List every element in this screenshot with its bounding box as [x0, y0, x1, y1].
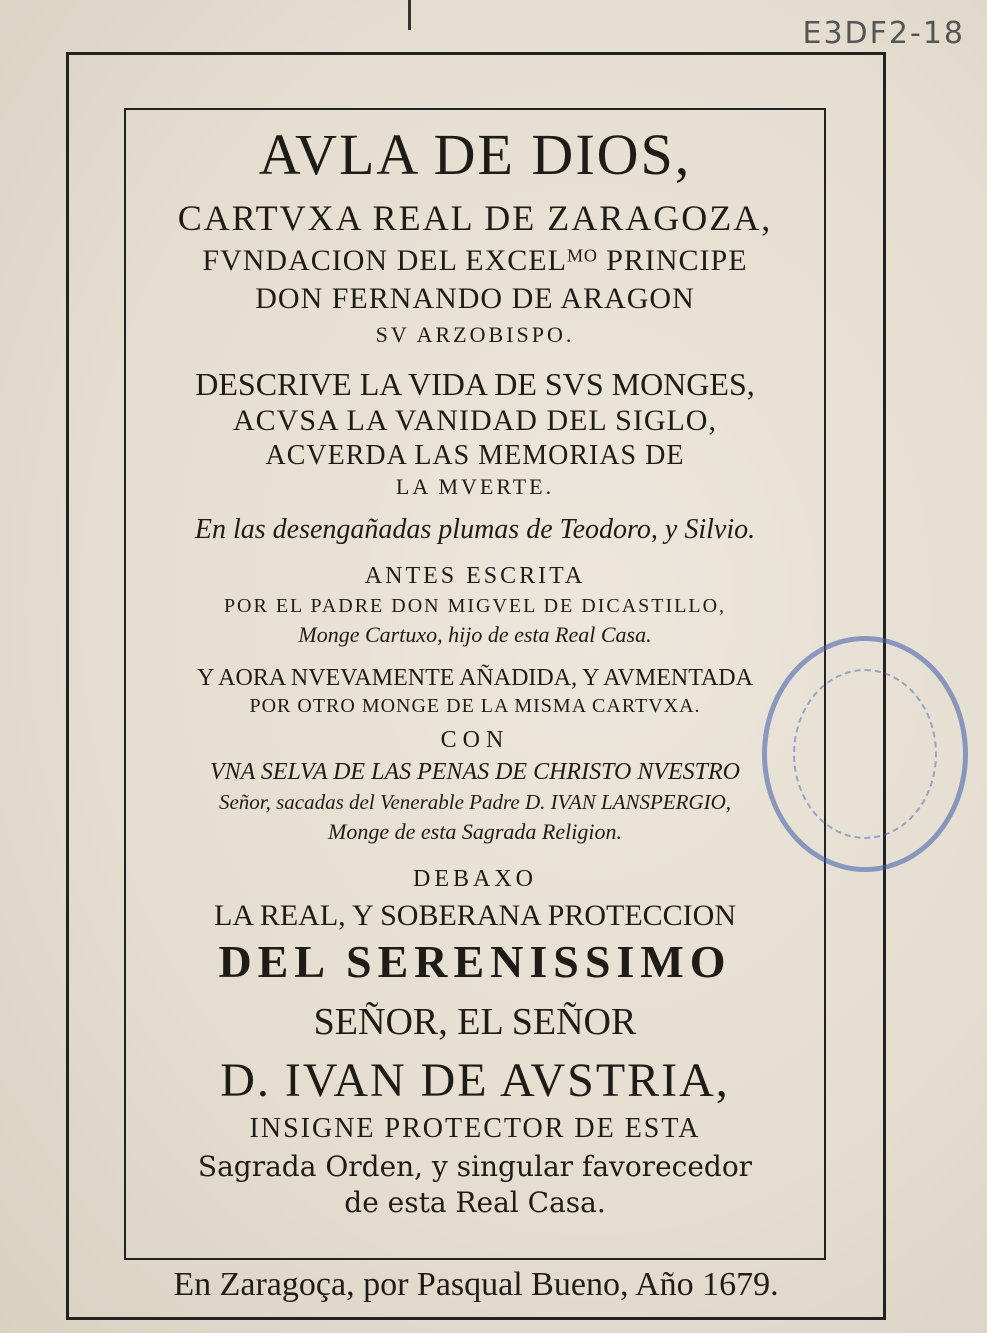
- debaxo: DEBAXO: [413, 866, 537, 892]
- title-line-5: SV ARZOBISPO.: [375, 322, 575, 347]
- dedication-line-8: de esta Real Casa.: [344, 1186, 606, 1219]
- author-line-3: Monge Cartuxo, hijo de esta Real Casa.: [298, 622, 652, 647]
- dedication-line-2: LA REAL, Y SOBERANA PROTECCION: [214, 899, 736, 932]
- dedication-line-7: Sagrada Orden, y singular favorecedor: [197, 1150, 753, 1183]
- dedication-line-4: SEÑOR, EL SEÑOR: [313, 1001, 637, 1043]
- imprint: En Zaragoça, por Pasqual Bueno, Año 1679.: [173, 1266, 779, 1303]
- title-line-4: DON FERNANDO DE ARAGON: [255, 282, 695, 315]
- dedication-line-5: D. IVAN DE AVSTRIA,: [220, 1054, 730, 1107]
- subject-line-3: ACVERDA LAS MEMORIAS DE: [265, 440, 685, 471]
- title-line-3: FVNDACION DEL EXCELᴹᴼ PRINCIPE: [202, 244, 748, 277]
- pens-line: En las desengañadas plumas de Teodoro, y Silvio.: [194, 514, 756, 545]
- addition-line-2: POR OTRO MONGE DE LA MISMA CARTVXA.: [249, 695, 701, 717]
- addition-line-1: Y AORA NVEVAMENTE AÑADIDA, Y AVMENTADA: [197, 665, 753, 691]
- con-line-2: VNA SELVA DE LAS PENAS DE CHRISTO NVESTRO: [209, 759, 740, 785]
- subject-line-1: DESCRIVE LA VIDA DE SVS MONGES,: [195, 366, 755, 402]
- title-main: AVLA DE DIOS,: [258, 122, 692, 187]
- title-line-2: CARTVXA REAL DE ZARAGOZA,: [177, 198, 773, 238]
- dedication-line-3: DEL SERENISSIMO: [218, 936, 732, 987]
- title-block: [124, 112, 826, 1217]
- subject-line-4: LA MVERTE.: [395, 474, 555, 499]
- con-line-4: Monge de esta Sagrada Religion.: [328, 819, 622, 844]
- author-line-2: POR EL PADRE DON MIGVEL DE DICASTILLO,: [223, 595, 727, 617]
- subject-line-2: ACVSA LA VANIDAD DEL SIGLO,: [233, 404, 717, 437]
- con-line-3: Señor, sacadas del Venerable Padre D. IVAN LANSPERGIO,: [218, 790, 732, 814]
- author-line-1: ANTES ESCRITA: [364, 563, 586, 589]
- shelfmark: E3DF2-18: [802, 16, 965, 51]
- page-crease: [408, 0, 411, 30]
- con-word: CON: [440, 727, 510, 753]
- dedication-line-6: INSIGNE PROTECTOR DE ESTA: [249, 1113, 701, 1144]
